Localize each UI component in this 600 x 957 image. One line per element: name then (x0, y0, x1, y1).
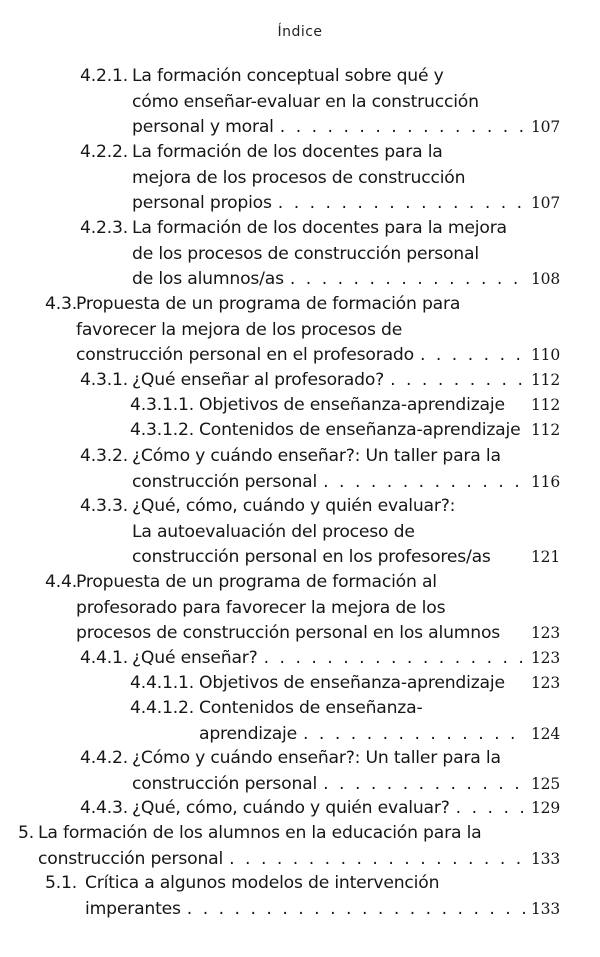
entry-number: 4.2.2. (80, 142, 128, 162)
entry-text: construcción personal (132, 773, 318, 794)
page-number: 112 (531, 371, 560, 389)
leader-dots (187, 899, 527, 919)
leader-dots (229, 849, 527, 869)
entry-text: Objetivos de enseñanza-aprendizaje (199, 673, 505, 693)
toc-entry-5-1[interactable] (45, 873, 560, 924)
entry-text: ¿Cómo y cuándo enseñar?: Un taller para la (132, 748, 501, 768)
entry-text: construcción personal (132, 471, 318, 492)
toc-entry-4-4-3[interactable] (80, 798, 560, 824)
toc-entry-4-3-1[interactable] (80, 370, 560, 396)
entry-number: 5. (18, 823, 34, 843)
page-number: 107 (531, 194, 560, 212)
page-number: 112 (531, 396, 560, 414)
toc-entry-5[interactable] (18, 823, 560, 874)
entry-number: 4.4.3. (80, 798, 128, 818)
entry-number: 4.3.1.2. (130, 420, 194, 440)
entry-text: personal y moral (132, 117, 274, 137)
entry-text: procesos de construcción personal en los alumnos (76, 623, 501, 643)
leader-dots (280, 117, 527, 137)
toc-entry-4-3-2[interactable] (80, 446, 560, 497)
entry-number: 4.3.3. (80, 496, 128, 516)
entry-text: La formación de los docentes para la mejora (132, 218, 507, 238)
entry-text: construcción personal en los profesores/as (132, 547, 491, 567)
leader-dots (420, 345, 527, 365)
leader-dots (303, 724, 527, 744)
entry-text: ¿Qué enseñar? (132, 648, 258, 668)
leader-dots (456, 798, 527, 818)
page-number: 124 (531, 724, 560, 743)
toc-entry-4-3[interactable] (45, 294, 560, 371)
entry-text: de los alumnos/as (132, 269, 284, 289)
entry-text: Contenidos de enseñanza-aprendizaje (199, 420, 521, 440)
entry-text: ¿Cómo y cuándo enseñar?: Un taller para la (132, 446, 501, 466)
entry-text: La formación conceptual sobre qué y (132, 66, 444, 86)
entry-number: 4.3. (45, 294, 77, 314)
entry-number: 4.2.3. (80, 218, 128, 238)
toc-entry-4-3-1-1[interactable] (130, 395, 560, 421)
entry-text: aprendizaje (199, 723, 297, 744)
leader-dots (290, 269, 527, 289)
page-number: 129 (531, 799, 560, 817)
page-number: 133 (531, 849, 560, 868)
page-number: 121 (531, 548, 560, 566)
entry-text: ¿Qué, cómo, cuándo y quién evaluar?: (132, 496, 456, 516)
page-number: 110 (531, 346, 560, 364)
page-number: 133 (531, 899, 560, 918)
page-number: 123 (531, 649, 560, 667)
entry-text: Objetivos de enseñanza-aprendizaje (199, 395, 505, 415)
page-number: 123 (531, 674, 560, 692)
page-number: 112 (531, 421, 560, 439)
leader-dots (323, 774, 527, 794)
entry-text: construcción personal (38, 848, 224, 869)
entry-text: Crítica a algunos modelos de intervención (85, 873, 440, 893)
entry-text: favorecer la mejora de los procesos de (76, 319, 403, 340)
page-number: 125 (531, 774, 560, 793)
page-number: 108 (531, 270, 560, 288)
entry-text: La autoevaluación del proceso de (132, 521, 415, 542)
toc-entry-4-3-3[interactable] (80, 496, 560, 573)
entry-text: mejora de los procesos de construcción (132, 167, 466, 188)
entry-text: imperantes (85, 898, 181, 919)
entry-text: La formación de los alumnos en la educación para la (38, 823, 482, 843)
entry-text: profesorado para favorecer la mejora de los (76, 597, 446, 618)
entry-number: 4.4.1.2. (130, 698, 194, 718)
leader-dots (278, 193, 527, 213)
entry-number: 4.4.2. (80, 748, 128, 768)
entry-text: ¿Qué, cómo, cuándo y quién evaluar? (132, 798, 450, 818)
entry-number: 4.4.1.1. (130, 673, 194, 693)
entry-number: 5.1. (45, 873, 77, 893)
entry-number: 4.2.1. (80, 66, 128, 86)
page-number: 116 (531, 472, 560, 491)
entry-number: 4.4.1. (80, 648, 128, 668)
leader-dots (323, 472, 527, 492)
leader-dots (264, 648, 527, 668)
toc-entry-4-2-2[interactable] (80, 142, 560, 219)
entry-text: La formación de los docentes para la (132, 142, 443, 162)
entry-number: 4.3.2. (80, 446, 128, 466)
toc-entry-4-4-2[interactable] (80, 748, 560, 799)
entry-number: 4.3.1.1. (130, 395, 194, 415)
page-number: 123 (531, 624, 560, 642)
toc-entry-4-4[interactable] (45, 572, 560, 649)
entry-text: ¿Qué enseñar al profesorado? (132, 370, 385, 390)
entry-text: construcción personal en el profesorado (76, 345, 414, 365)
leader-dots (390, 370, 527, 390)
toc-entry-4-4-1-2[interactable] (130, 698, 560, 749)
toc-entry-4-2-3[interactable] (80, 218, 560, 295)
toc-entry-4-4-1-1[interactable] (130, 673, 560, 699)
entry-text: Contenidos de enseñanza- (199, 698, 423, 718)
toc-entry-4-2-1[interactable] (80, 66, 560, 143)
entry-text: personal propios (132, 193, 272, 213)
entry-number: 4.4. (45, 572, 77, 592)
page-number: 107 (531, 118, 560, 136)
toc-entry-4-3-1-2[interactable] (130, 420, 560, 446)
entry-text: Propuesta de un programa de formación al (76, 572, 437, 592)
page-header: Índice (277, 24, 323, 40)
entry-number: 4.3.1. (80, 370, 128, 390)
entry-text: de los procesos de construcción personal (132, 243, 479, 264)
entry-text: cómo enseñar-evaluar en la construcción (132, 91, 479, 112)
toc-entry-4-4-1[interactable] (80, 648, 560, 674)
entry-text: Propuesta de un programa de formación para (76, 294, 461, 314)
